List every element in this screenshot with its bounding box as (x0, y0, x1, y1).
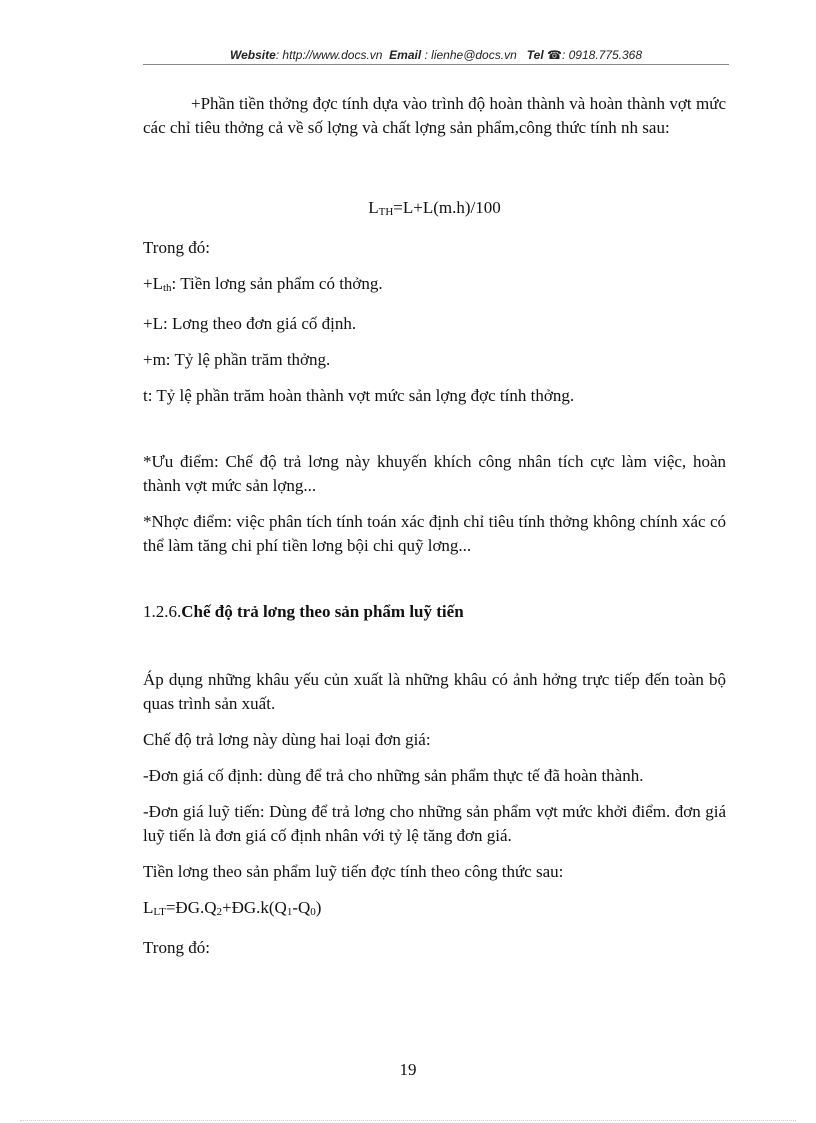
page-content (143, 92, 726, 960)
progressive-price-paragraph: -Đơn giá luỹ tiến: Dùng để trả lơng cho những sản phẩm vợt mức khởi điểm. đơn giá luỹ tiến là đơn giá cố định nhân với tỷ lệ tăng đơn giá. (143, 802, 726, 845)
formula-lth: LTH=L+L(m.h)/100 (368, 198, 501, 218)
section-number: 1.2.6. (143, 602, 182, 621)
advantage-paragraph: *Ưu điểm: Chế độ trả lơng này khuyến khích công nhân tích cực làm việc, hoàn thành vợt mức sản lợng... (143, 452, 726, 495)
email-label: Email (389, 48, 422, 62)
tel-value: : 0918.775.368 (561, 48, 643, 62)
page-header (143, 48, 729, 62)
two-prices-paragraph: Chế độ trả lơng này dùng hai loại đơn giá: (143, 730, 431, 749)
disadvantage-paragraph: *Nhợc điểm: việc phân tích tính toán xác định chỉ tiêu tính thởng không chính xác có thể làm tăng chi phí tiền lơng bội chi quỹ lơng... (143, 512, 726, 555)
section-heading (143, 600, 726, 624)
definition-t: t: Tỷ lệ phần trăm hoàn thành vợt mức sản lợng đợc tính thởng. (143, 386, 575, 405)
definition-lth: +Lth: Tiền lơng sản phẩm có thởng. (143, 274, 383, 294)
formula-intro-paragraph: Tiền lơng theo sản phẩm luỹ tiến đợc tính theo công thức sau: (143, 862, 564, 881)
section-title: Chế độ trả lơng theo sản phẩm luỹ tiến (181, 602, 464, 621)
bottom-divider (20, 1120, 796, 1121)
definition-m: +m: Tỷ lệ phần trăm thởng. (143, 350, 331, 369)
trong-do-label-2: Trong đó: (143, 938, 210, 957)
apply-paragraph: Áp dụng những khâu yếu củn xuất là những khâu có ảnh hởng trực tiếp đến toàn bộ quas trình sản xuất. (143, 670, 726, 713)
tel-label: Tel ☎ (526, 48, 562, 62)
website-value: : http://www.docs.vn (275, 48, 383, 62)
paragraph-bonus: +Phần tiền thởng đợc tính dựa vào trình độ hoàn thành và hoàn thành vợt mức các chỉ tiêu thởng cả về số lợng và chất lợng sản phẩm,công thức tính nh sau: (143, 94, 726, 137)
definition-l: +L: Lơng theo đơn giá cố định. (143, 314, 357, 333)
header-divider (143, 64, 729, 65)
trong-do-label-1: Trong đó: (143, 238, 210, 257)
formula-llt: LLT=ĐG.Q2+ĐG.k(Q1-Q0) (143, 898, 322, 918)
email-value: : lienhe@docs.vn (421, 48, 517, 62)
fixed-price-paragraph: -Đơn giá cố định: dùng để trả cho những sản phẩm thực tế đã hoàn thành. (143, 766, 644, 785)
page-number: 19 (399, 1060, 417, 1079)
website-label: Website (229, 48, 276, 62)
